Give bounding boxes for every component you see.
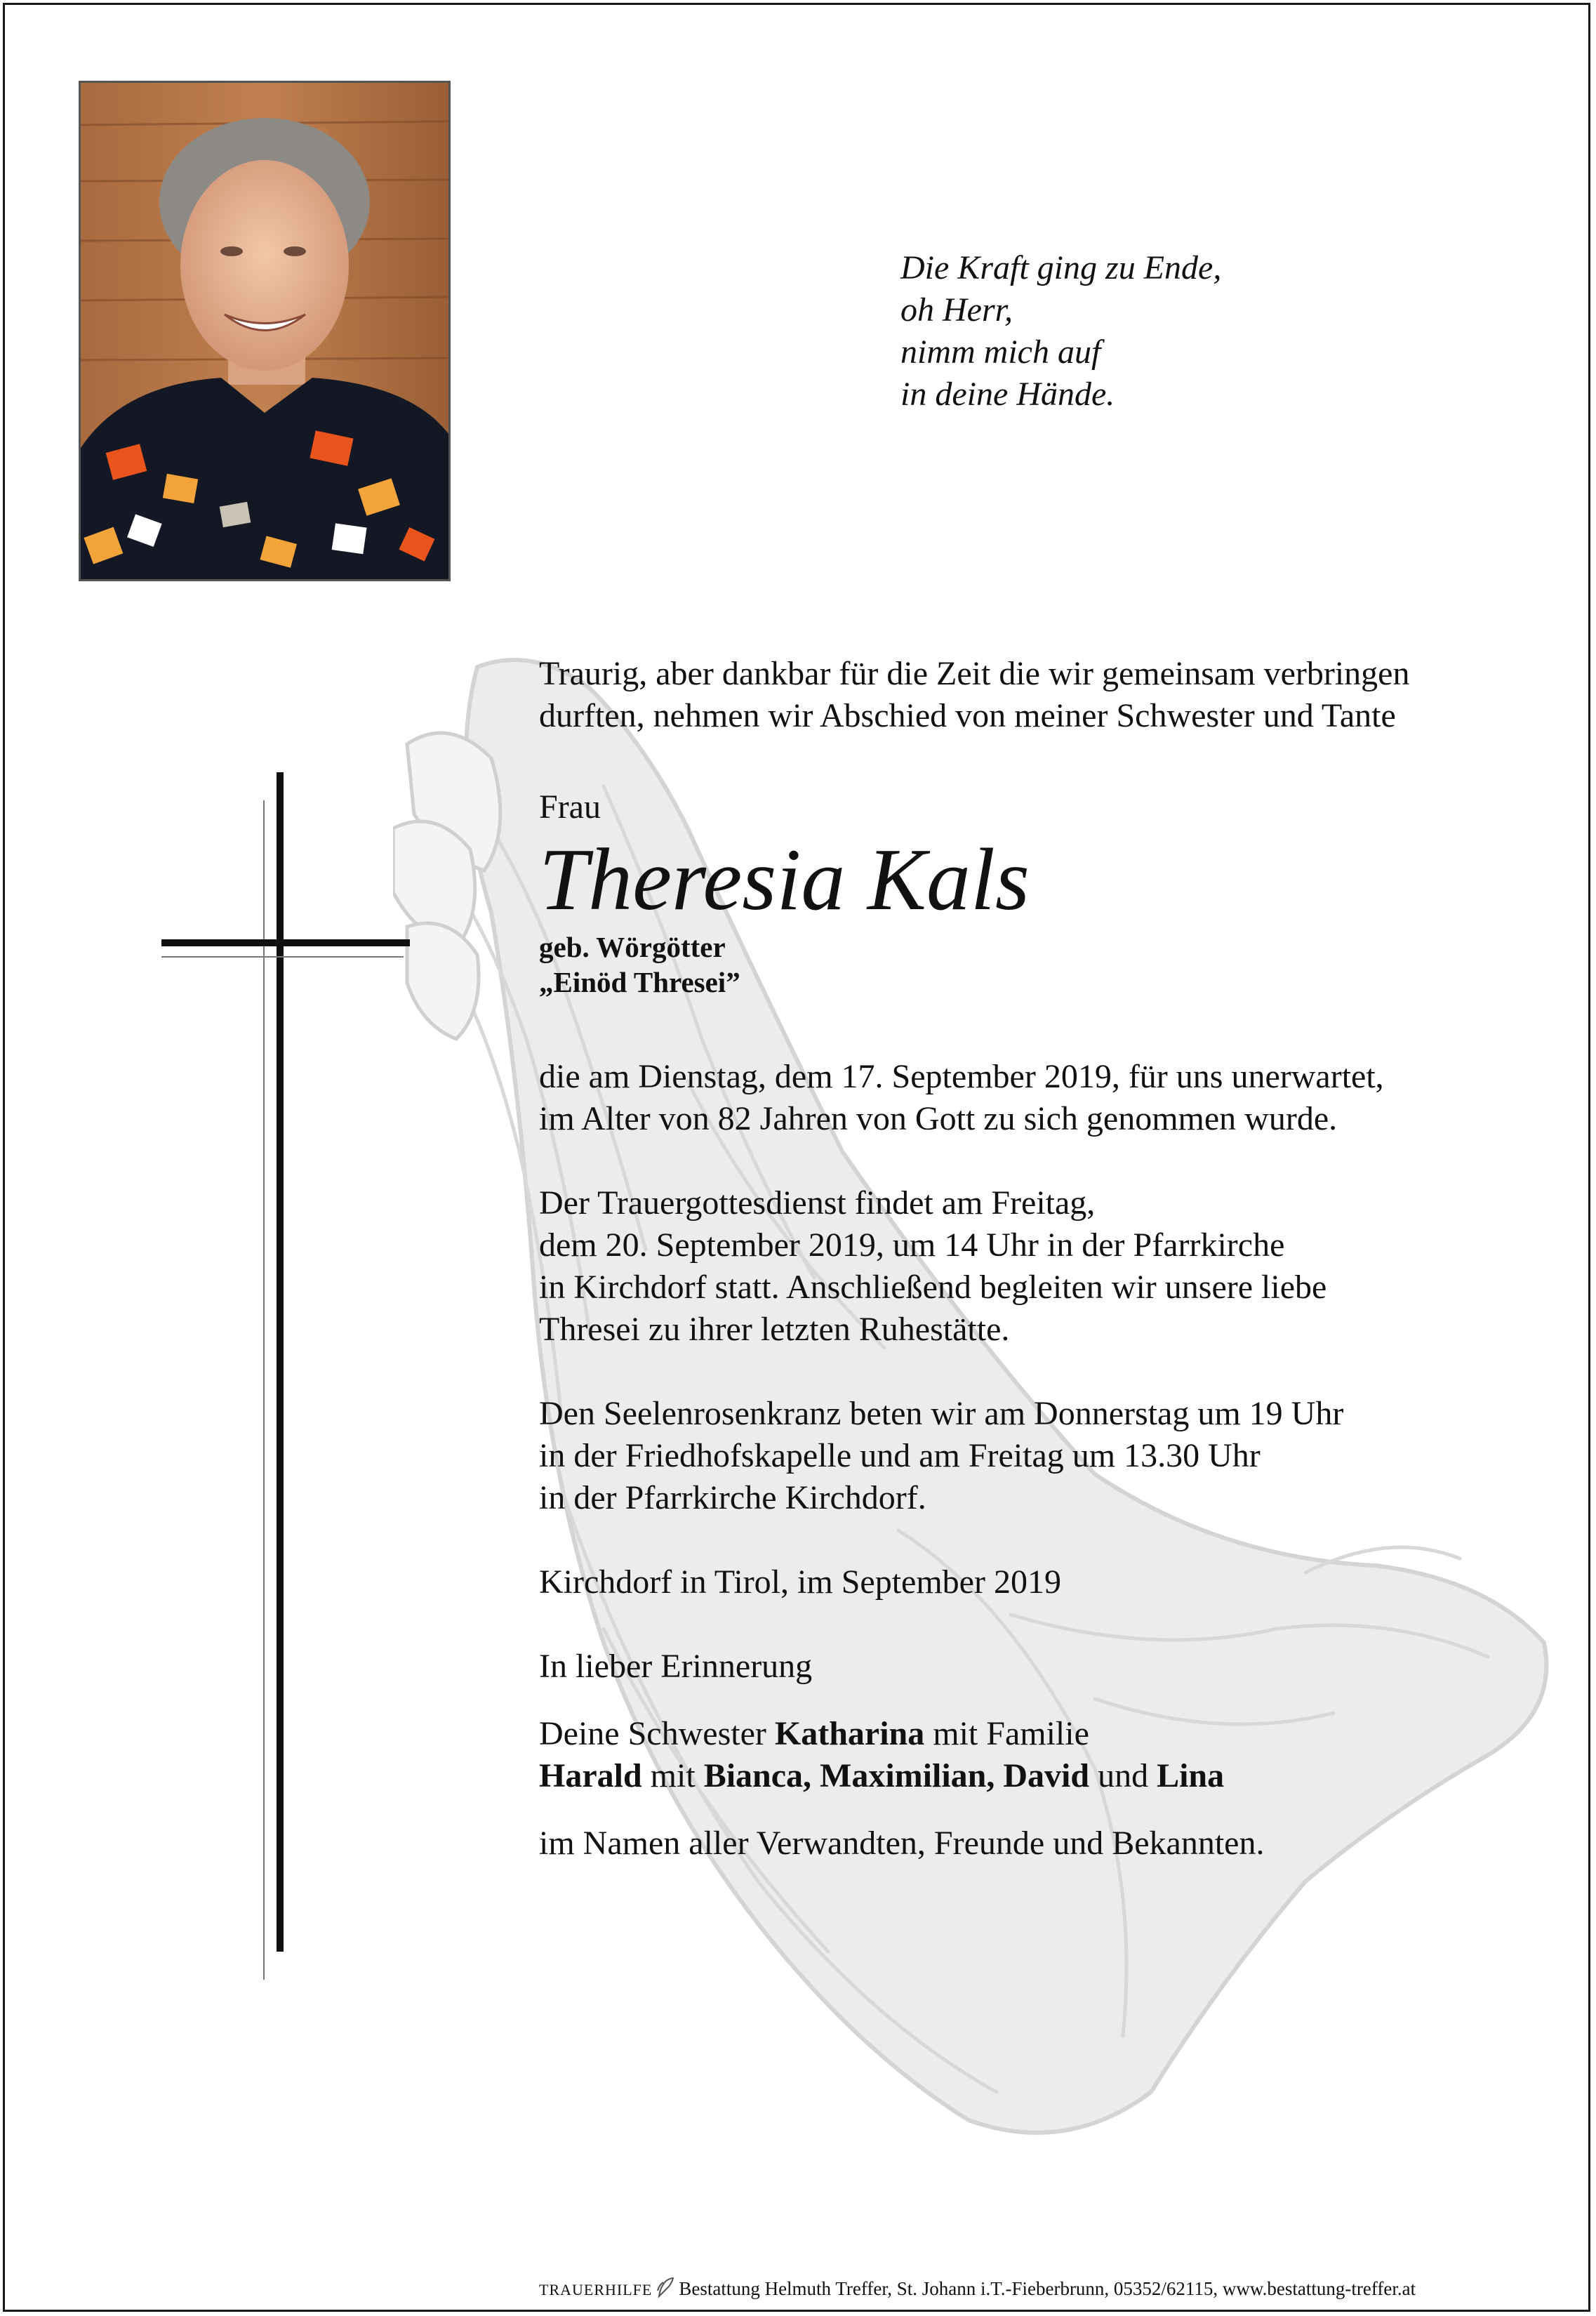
intro-text (539, 653, 1550, 737)
maiden-name: geb. Wörgötter (539, 931, 726, 963)
funeral-line: dem 20. September 2019, um 14 Uhr in der Pfarrkirche (539, 1226, 1285, 1264)
intro-line: Traurig, aber dankbar für die Zeit die wir gemeinsam verbringen (539, 655, 1410, 692)
mourner-name: Bianca, Maximilian, David (703, 1757, 1090, 1794)
funeral-line: in Kirchdorf statt. Anschließend begleiten wir unsere liebe (539, 1269, 1327, 1306)
leaf-icon (656, 2277, 674, 2298)
verse (900, 247, 1462, 416)
funeral-line: Thresei zu ihrer letzten Ruhestätte. (539, 1311, 1010, 1348)
verse-line: in deine Hände. (900, 376, 1115, 413)
place-date: Kirchdorf in Tirol, im September 2019 (539, 1563, 1061, 1601)
remembrance: In lieber Erinnerung (539, 1648, 813, 1685)
funeral-info (539, 1182, 1550, 1351)
deceased-name: Theresia Kals (539, 831, 1030, 929)
mourners (539, 1713, 1550, 1797)
footer-text: Bestattung Helmuth Treffer, St. Johann i.T.-Fieberbrunn, 05352/62115, www.bestattung-treffer.at (679, 2278, 1416, 2299)
footer (539, 2277, 1550, 2302)
portrait-photo (79, 81, 451, 581)
salutation: Frau (539, 788, 601, 826)
death-notice (539, 1056, 1550, 1140)
verse-line: Die Kraft ging zu Ende, (900, 249, 1222, 286)
mourner-name: Lina (1157, 1757, 1225, 1794)
mourners-text: mit Familie (924, 1715, 1089, 1752)
mourners-line-2 (539, 1755, 1550, 1797)
mourner-name: Harald (539, 1757, 642, 1794)
rosary-line: in der Friedhofskapelle und am Freitag um 13.30 Uhr (539, 1437, 1261, 1474)
mourners-text: Deine Schwester (539, 1715, 775, 1752)
death-notice-line: die am Dienstag, dem 17. September 2019, für uns unerwartet, (539, 1058, 1384, 1095)
obituary-text (539, 653, 1550, 1865)
verse-line: nimm mich auf (900, 333, 1101, 371)
verse-line: oh Herr, (900, 291, 1013, 329)
closing-line: im Namen aller Verwandten, Freunde und Bekannten. (539, 1825, 1265, 1862)
rosary-info (539, 1393, 1550, 1519)
mourner-name: Katharina (774, 1715, 925, 1752)
intro-line: durften, nehmen wir Abschied von meiner Schwester und Tante (539, 697, 1396, 734)
mourners-text: mit (641, 1757, 704, 1794)
rosary-line: Den Seelenrosenkranz beten wir am Donnerstag um 19 Uhr (539, 1395, 1344, 1432)
funeral-line: Der Trauergottesdienst findet am Freitag, (539, 1184, 1096, 1222)
death-notice-line: im Alter von 82 Jahren von Gott zu sich genommen wurde. (539, 1100, 1338, 1137)
nickname: „Einöd Thresei” (539, 966, 740, 998)
cross-symbol (147, 772, 421, 1980)
footer-brand: TRAUERHILFE (539, 2281, 653, 2298)
mourners-text: und (1089, 1757, 1157, 1794)
mourners-line-1 (539, 1713, 1550, 1755)
rosary-line: in der Pfarrkirche Kirchdorf. (539, 1479, 926, 1516)
